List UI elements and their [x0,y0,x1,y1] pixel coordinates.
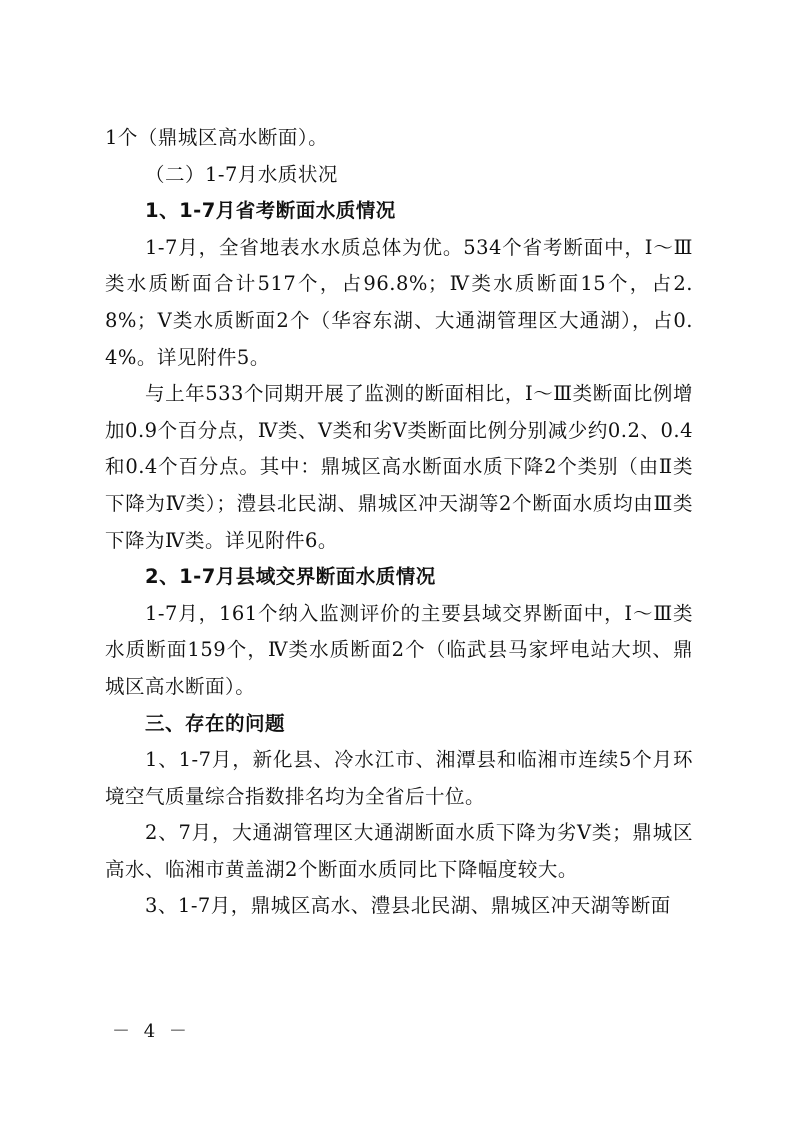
paragraph-problem-2: 2、7月，大通湖管理区大通湖断面水质下降为劣Ⅴ类；鼎城区高水、临湘市黄盖湖2个断面水质同比下降幅度较大。 [105,821,693,881]
paragraph-provincial-summary: 1-7月，全省地表水水质总体为优。534个省考断面中，Ⅰ～Ⅲ类水质断面合计517个，占96.8%；Ⅳ类水质断面15个，占2.8%；Ⅴ类水质断面2个（华容东湖、大通湖管理区大通湖），占0.4%。详见附件5。 [105,235,693,369]
paragraph-year-comparison: 与上年533个同期开展了监测的断面相比，Ⅰ～Ⅲ类断面比例增加0.9个百分点，Ⅳ类、Ⅴ类和劣Ⅴ类断面比例分别减少约0.2、0.4和0.4个百分点。其中：鼎城区高水断面水质下降2个类别（由Ⅱ类下降为Ⅳ类）；澧县北民湖、鼎城区冲天湖等2个断面水质均由Ⅲ类下降为Ⅳ类。详见附件6。 [105,382,693,552]
paragraph-problem-3: 3、1-7月，鼎城区高水、澧县北民湖、鼎城区冲天湖等断面 [145,894,671,918]
paragraph-problem-1: 1、1-7月，新化县、冷水江市、湘潭县和临湘市连续5个月环境空气质量综合指数排名均为全省后十位。 [105,748,693,808]
paragraph-county-border-summary: 1-7月，161个纳入监测评价的主要县域交界断面中，Ⅰ～Ⅲ类水质断面159个，Ⅳ类水质断面2个（临武县马家坪电站大坝、鼎城区高水断面）。 [105,601,693,698]
page-number: － 4 － [112,1021,191,1042]
heading-existing-problems: 三、存在的问题 [145,711,286,735]
heading-county-border-sections: 2、1-7月县域交界断面水质情况 [145,565,436,589]
document-body [105,120,693,925]
paragraph-continuation: 1个（鼎城区高水断面）。 [105,126,329,149]
heading-provincial-sections: 1、1-7月省考断面水质情况 [145,199,396,223]
subsection-heading-water-quality: （二）1-7月水质状况 [145,162,338,186]
